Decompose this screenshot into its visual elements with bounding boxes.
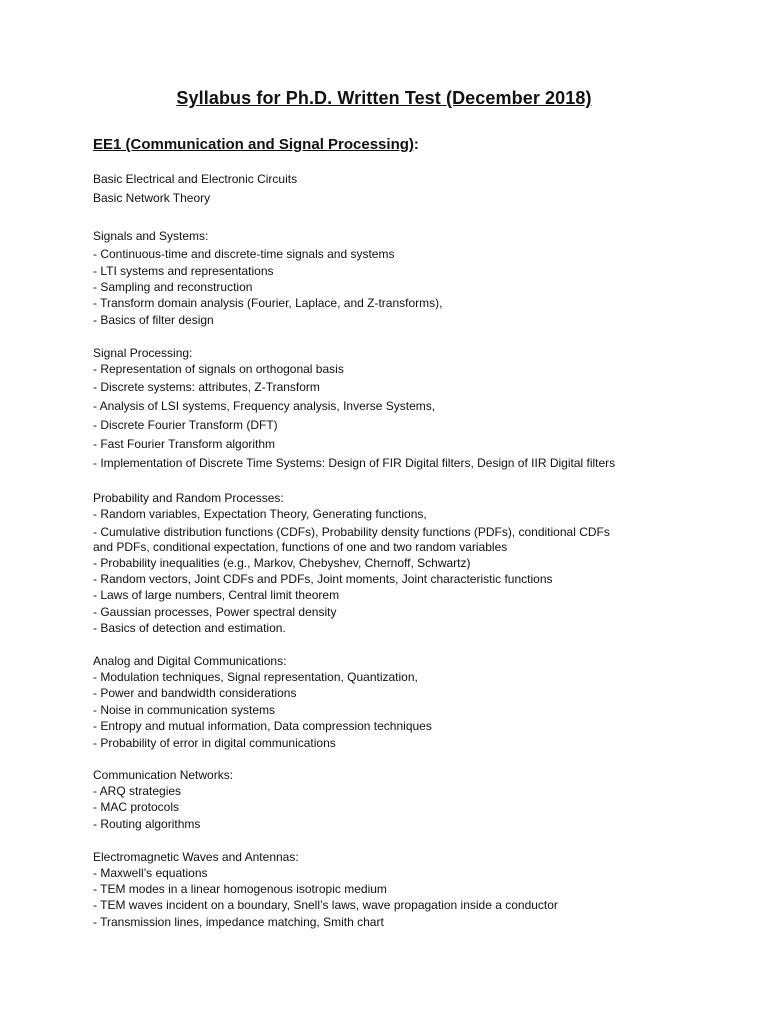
list-item: - Gaussian processes, Power spectral density xyxy=(93,605,337,619)
list-item: - Routing algorithms xyxy=(93,817,201,831)
list-item: - Sampling and reconstruction xyxy=(93,280,253,294)
list-item: - Noise in communication systems xyxy=(93,703,276,717)
list-item: - MAC protocols xyxy=(93,800,180,814)
list-item: - ARQ strategies xyxy=(93,784,182,798)
topic-heading: Signal Processing: xyxy=(93,346,193,360)
list-item: - Random variables, Expectation Theory, Generating functions, xyxy=(93,507,427,521)
topic-heading: Communication Networks: xyxy=(93,768,234,782)
topic-heading: Signals and Systems: xyxy=(93,229,209,243)
topic-heading: Probability and Random Processes: xyxy=(93,491,284,505)
list-item: - Transform domain analysis (Fourier, Laplace, and Z-transforms), xyxy=(93,296,443,310)
page-title: Syllabus for Ph.D. Written Test (December 2018) xyxy=(176,88,592,108)
list-item: - Probability inequalities (e.g., Markov, Chebyshev, Chernoff, Schwartz) xyxy=(93,556,471,570)
section-heading xyxy=(93,136,419,153)
text-line: Basic Electrical and Electronic Circuits xyxy=(93,172,298,186)
list-item: - Discrete systems: attributes, Z-Transform xyxy=(93,380,320,394)
list-item: - Basics of detection and estimation. xyxy=(93,621,286,635)
list-item: - Maxwell’s equations xyxy=(93,866,208,880)
list-item: - Discrete Fourier Transform (DFT) xyxy=(93,418,278,432)
text-line: Basic Network Theory xyxy=(93,191,211,205)
list-item: - Random vectors, Joint CDFs and PDFs, Joint moments, Joint characteristic functions xyxy=(93,572,553,586)
list-item: - Power and bandwidth considerations xyxy=(93,686,297,700)
list-item: - Basics of filter design xyxy=(93,313,214,327)
topic-heading: Analog and Digital Communications: xyxy=(93,654,287,668)
list-item-continuation: and PDFs, conditional expectation, functions of one and two random variables xyxy=(93,540,508,554)
list-item: - Representation of signals on orthogonal basis xyxy=(93,362,344,376)
section-heading-label: EE1 (Communication and Signal Processing) xyxy=(93,136,414,153)
list-item: - Implementation of Discrete Time Systems: Design of FIR Digital filters, Design of IIR Digital filters xyxy=(93,456,616,470)
list-item: - Modulation techniques, Signal representation, Quantization, xyxy=(93,670,418,684)
list-item: - Continuous-time and discrete-time signals and systems xyxy=(93,247,395,261)
list-item: - TEM waves incident on a boundary, Snell’s laws, wave propagation inside a conductor xyxy=(93,898,558,912)
list-item: - LTI systems and representations xyxy=(93,264,274,278)
list-item: - Fast Fourier Transform algorithm xyxy=(93,437,276,451)
list-item: - TEM modes in a linear homogenous isotropic medium xyxy=(93,882,387,896)
list-item: - Transmission lines, impedance matching, Smith chart xyxy=(93,915,384,929)
list-item: - Cumulative distribution functions (CDFs), Probability density functions (PDFs), conditional CDFs xyxy=(93,525,610,539)
list-item: - Entropy and mutual information, Data compression techniques xyxy=(93,719,432,733)
list-item: - Probability of error in digital communications xyxy=(93,736,336,750)
section-heading-colon: : xyxy=(413,136,419,153)
list-item: - Analysis of LSI systems, Frequency analysis, Inverse Systems, xyxy=(93,399,436,413)
topic-heading: Electromagnetic Waves and Antennas: xyxy=(93,850,299,864)
list-item: - Laws of large numbers, Central limit theorem xyxy=(93,588,340,602)
